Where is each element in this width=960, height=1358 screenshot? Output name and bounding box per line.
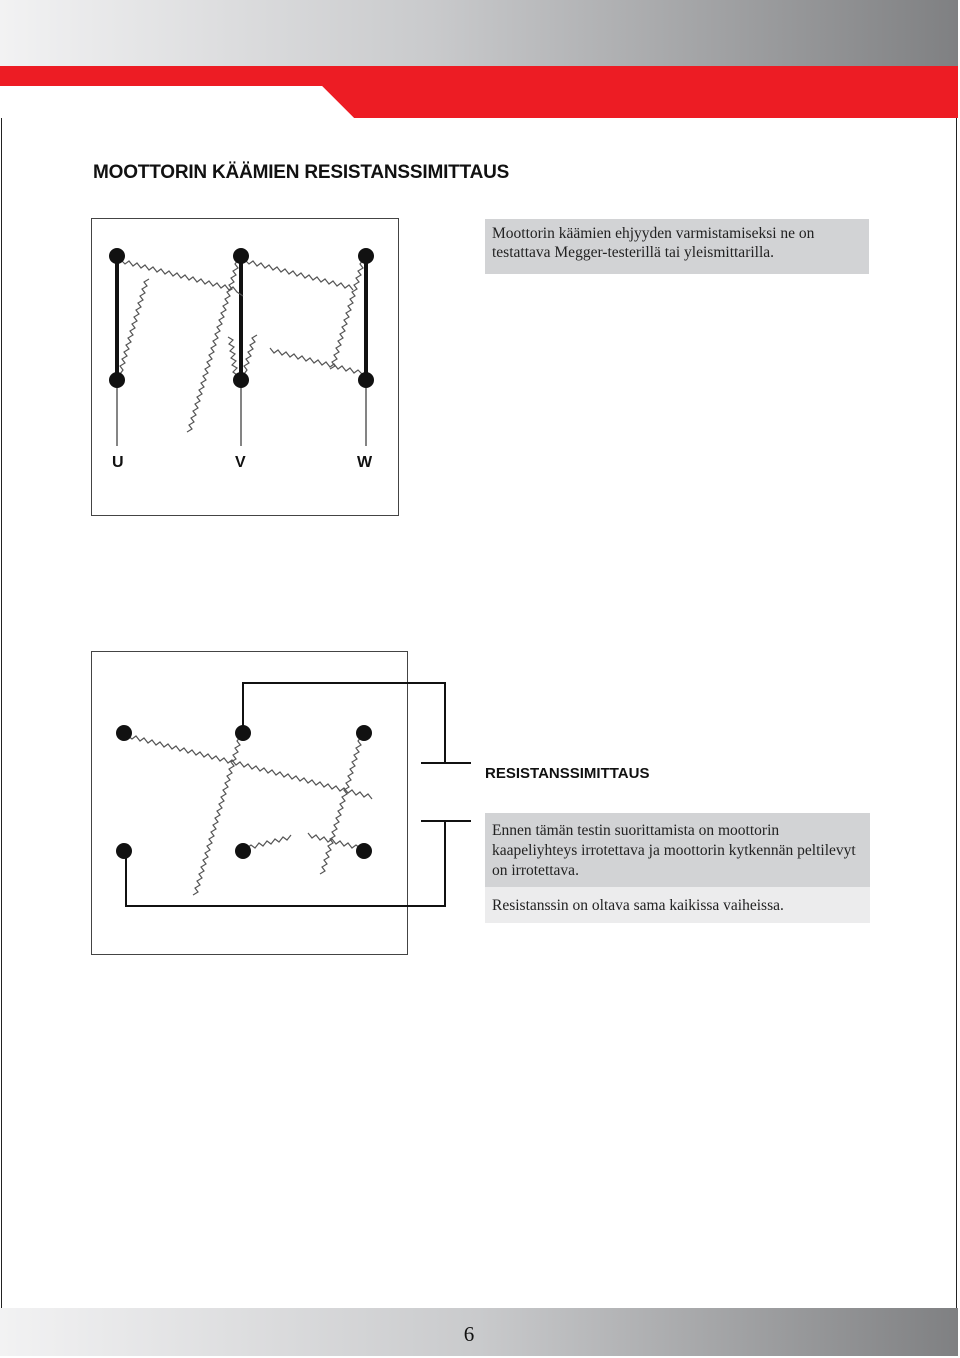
section-text: Ennen tämän testin suorittamista on moottorin kaapeliyhteys irrotettava ja moottorin kytkennän peltilevyt on irrotettava.: [485, 813, 870, 887]
resistance-measurement-diagram: [91, 651, 481, 957]
terminal-label-w: W: [357, 454, 373, 471]
page-title: MOOTTORIN KÄÄMIEN RESISTANSSIMITTAUS: [93, 162, 510, 183]
terminal-dot: [233, 248, 249, 264]
header-band: [0, 0, 958, 118]
terminal-dot: [109, 372, 125, 388]
section-note: Resistanssin on oltava sama kaikissa vaiheissa.: [485, 887, 870, 923]
page-number: 6: [463, 1322, 475, 1346]
terminal-dot: [116, 843, 132, 859]
terminal-dot: [235, 843, 251, 859]
winding-diagram-uvw: [91, 218, 400, 518]
terminal-dot: [356, 725, 372, 741]
terminal-dot: [356, 843, 372, 859]
terminal-dot: [109, 248, 125, 264]
terminal-dot: [116, 725, 132, 741]
terminal-dot: [235, 725, 251, 741]
terminal-dot: [358, 248, 374, 264]
terminal-dot: [233, 372, 249, 388]
terminal-label-u: U: [112, 454, 124, 471]
intro-text: Moottorin käämien ehjyyden varmistamiseksi ne on testattava Megger-testerillä tai yleismittarilla.: [485, 219, 869, 274]
terminal-label-v: V: [235, 454, 246, 471]
terminal-dot: [358, 372, 374, 388]
section-title: RESISTANSSIMITTAUS: [485, 765, 650, 782]
